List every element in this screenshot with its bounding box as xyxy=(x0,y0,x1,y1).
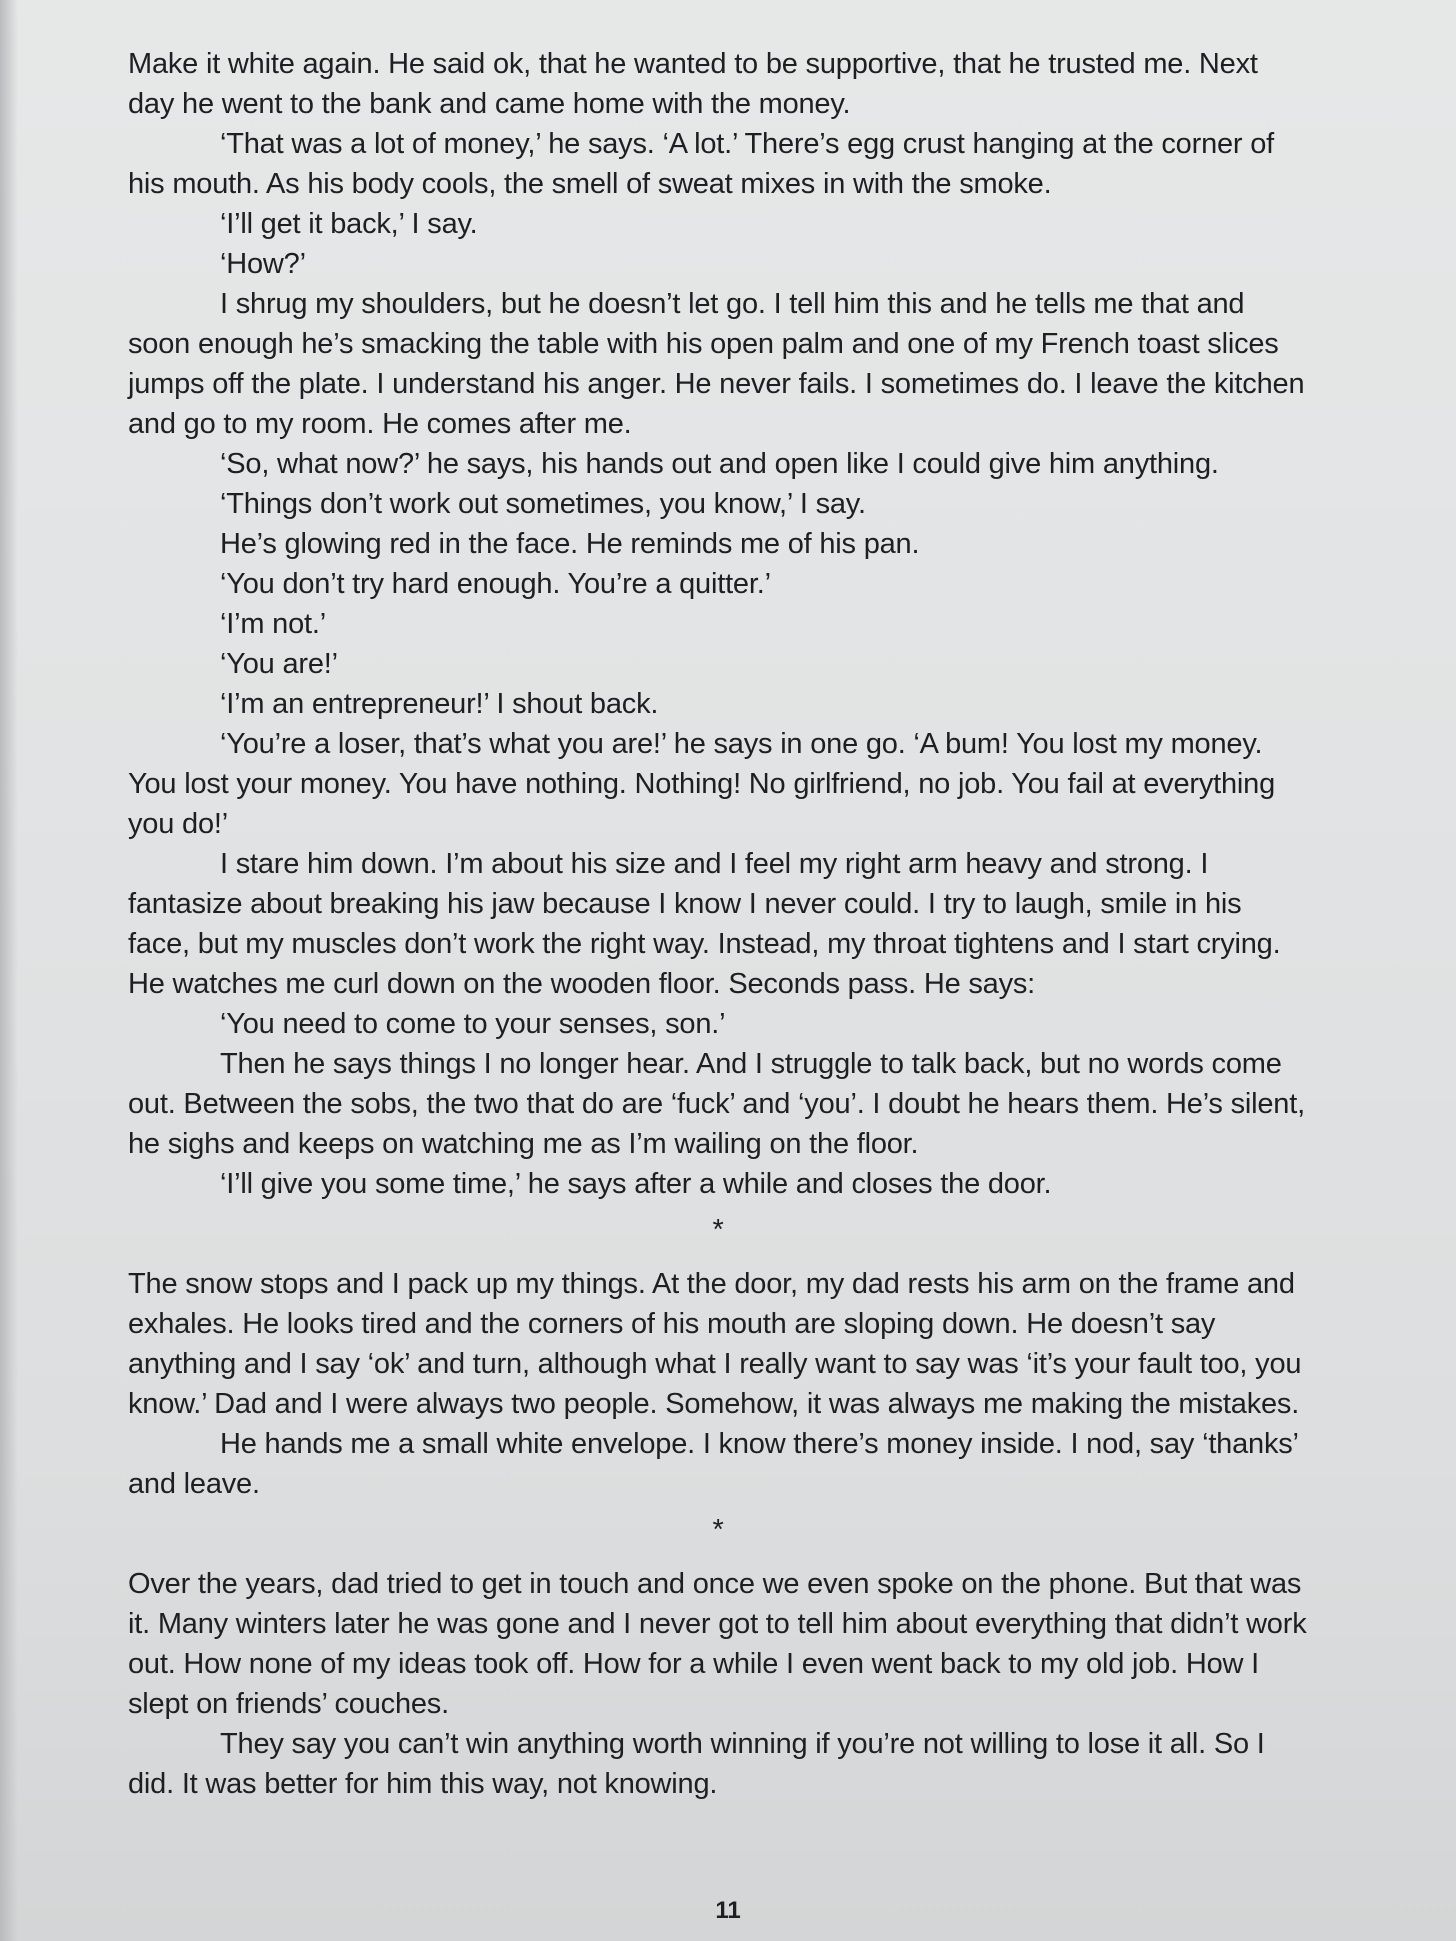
paragraph: ‘I’m not.’ xyxy=(220,608,326,640)
section-separator: * xyxy=(712,1214,724,1246)
page-edge-shadow xyxy=(0,0,18,1941)
paragraph: ‘So, what now?’ he says, his hands out and open like I could give him anything. xyxy=(220,448,1219,480)
body-text xyxy=(128,44,1308,1804)
page-number: 11 xyxy=(715,1897,741,1924)
paragraph: Over the years, dad tried to get in touch and once we even spoke on the phone. But that was it. Many winters later he was gone and I never got to tell him about everything that didn’t work out. How none of my ideas took off. How for a while I even went back to my old job. How I slept on friends’ couches. xyxy=(128,1568,1307,1720)
paragraph: Then he says things I no longer hear. And I struggle to talk back, but no words come out. Between the sobs, the two that do are ‘fuck’ and ‘you’. I doubt he hears them. He’s silent, he sighs and keeps on watching me as I’m wailing on the floor. xyxy=(128,1048,1305,1160)
paragraph: I shrug my shoulders, but he doesn’t let go. I tell him this and he tells me that and soon enough he’s smacking the table with his open palm and one of my French toast slices jumps off the plate. I understand his anger. He never fails. I sometimes do. I leave the kitchen and go to my room. He comes after me. xyxy=(128,288,1305,440)
paragraph: He’s glowing red in the face. He reminds me of his pan. xyxy=(220,528,920,560)
paragraph: ‘You are!’ xyxy=(220,648,338,680)
paragraph: ‘I’ll get it back,’ I say. xyxy=(220,208,478,240)
paragraph: ‘I’m an entrepreneur!’ I shout back. xyxy=(220,688,659,720)
paragraph: ‘You’re a loser, that’s what you are!’ he says in one go. ‘A bum! You lost my money. You lost your money. You have nothing. Nothing! No girlfriend, no job. You fail at everything you do!’ xyxy=(128,728,1276,840)
paragraph: They say you can’t win anything worth winning if you’re not willing to lose it all. So I did. It was better for him this way, not knowing. xyxy=(128,1728,1265,1800)
paragraph: He hands me a small white envelope. I know there’s money inside. I nod, say ‘thanks’ and leave. xyxy=(128,1428,1298,1500)
paragraph: I stare him down. I’m about his size and I feel my right arm heavy and strong. I fantasize about breaking his jaw because I know I never could. I try to laugh, smile in his face, but my muscles don’t work the right way. Instead, my throat tightens and I start crying. He watches me curl down on the wooden floor. Seconds pass. He says: xyxy=(128,848,1281,1000)
paragraph: Make it white again. He said ok, that he wanted to be supportive, that he trusted me. Next day he went to the bank and came home with the money. xyxy=(128,48,1258,120)
paragraph: ‘You need to come to your senses, son.’ xyxy=(220,1008,726,1040)
paragraph: ‘How?’ xyxy=(220,248,306,280)
paragraph: The snow stops and I pack up my things. At the door, my dad rests his arm on the frame and exhales. He looks tired and the corners of his mouth are sloping down. He doesn’t say anything and I say ‘ok’ and turn, although what I really want to say was ‘it’s your fault too, you know.’ Dad and I were always two people. Somehow, it was always me making the mistakes. xyxy=(128,1268,1302,1420)
section-separator: * xyxy=(712,1514,724,1546)
paragraph: ‘That was a lot of money,’ he says. ‘A lot.’ There’s egg crust hanging at the corner of his mouth. As his body cools, the smell of sweat mixes in with the smoke. xyxy=(128,128,1275,200)
paragraph: ‘Things don’t work out sometimes, you know,’ I say. xyxy=(220,488,866,520)
paragraph: ‘I’ll give you some time,’ he says after a while and closes the door. xyxy=(220,1168,1052,1200)
paragraph: ‘You don’t try hard enough. You’re a quitter.’ xyxy=(220,568,771,600)
